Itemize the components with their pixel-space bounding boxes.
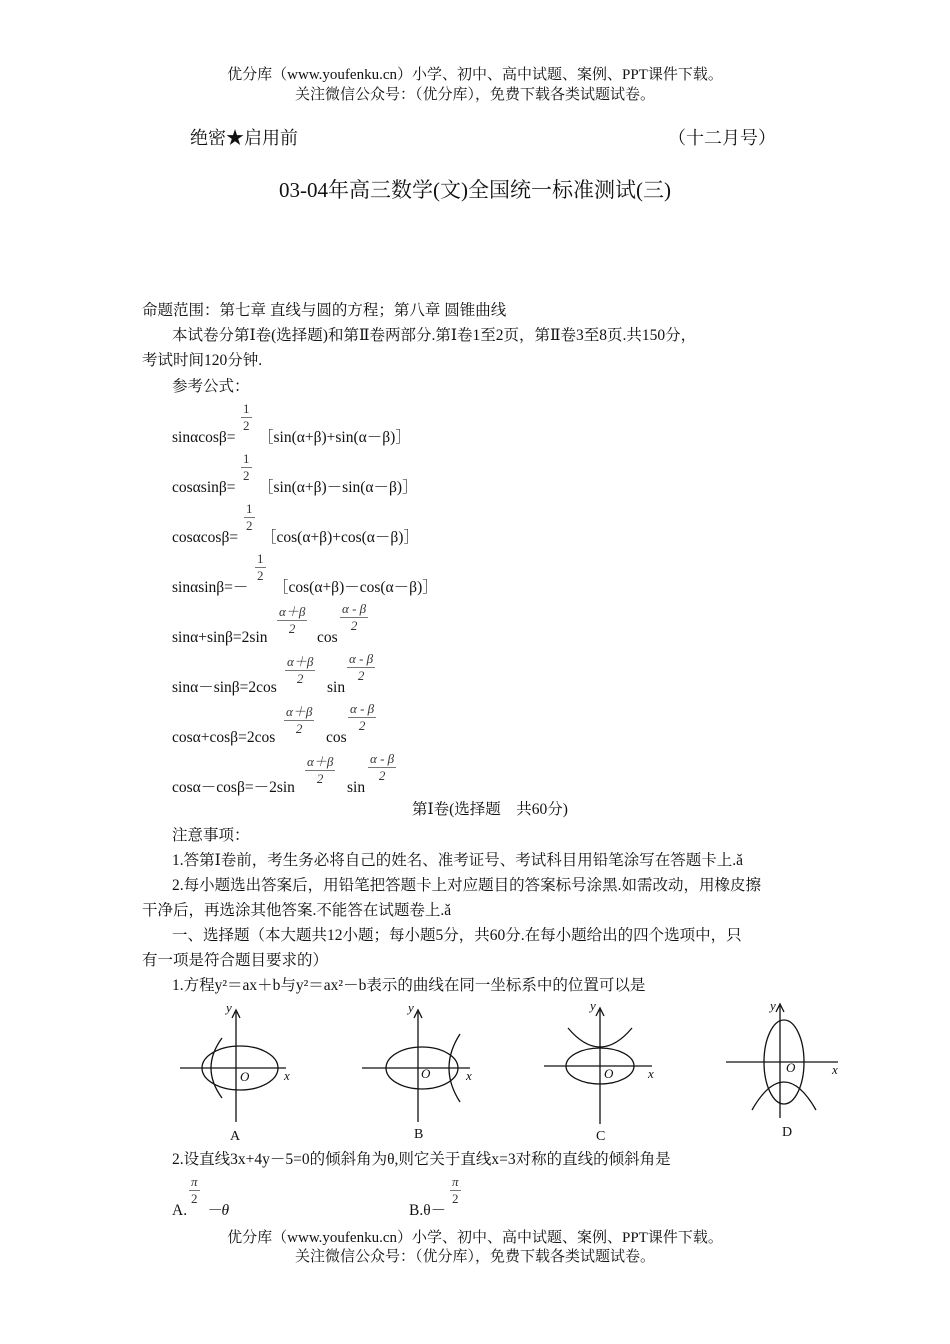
footer-line-1: 优分库（www.youfenku.cn）小学、初中、高中试题、案例、PPT课件下载。 [227, 1230, 723, 1246]
graph-a-origin: O [240, 1069, 250, 1084]
header-line-1: 优分库（www.youfenku.cn）小学、初中、高中试题、案例、PPT课件下载。 [227, 67, 723, 83]
graph-a [180, 1010, 286, 1122]
month-label: （十二月号） [668, 128, 776, 148]
intro-line-2: 考试时间120分钟. [142, 352, 263, 369]
graph-a-caption: A [230, 1129, 241, 1144]
fraction-pi-half: $\frac{\pi}{2}$ [191, 1174, 198, 1206]
formula-6-left: sinα－sinβ=2cos [172, 679, 277, 696]
graph-a-x-label: x [284, 1068, 290, 1083]
scope-text: 命题范围：第七章 直线与圆的方程；第八章 圆锥曲线 [142, 302, 507, 319]
reference-label: 参考公式： [172, 378, 250, 395]
formula-3-left: cosαcosβ= [172, 529, 239, 546]
graph-d-y-label: y [770, 998, 776, 1013]
graph-d-x-label: x [832, 1062, 838, 1077]
formula-1-right: ［sin(α+β)+sin(α－β)］ [258, 429, 411, 446]
graph-c [544, 1008, 652, 1124]
graph-c-x-label: x [648, 1066, 654, 1081]
graph-b-caption: B [414, 1127, 424, 1142]
fraction-sum-half: $\frac{\alpha+\beta}{2}$ [285, 651, 315, 687]
graph-d-origin: O [786, 1060, 796, 1075]
fraction-diff-half: $\frac{\alpha - \beta}{2}$ [342, 601, 367, 633]
fraction-sum-half: $\frac{\alpha+\beta}{2}$ [277, 601, 307, 637]
note-1: 1.答第Ⅰ卷前，考生务必将自己的姓名、准考证号、考试科目用铅笔涂写在答题卡上.ǎ [172, 852, 744, 869]
graph-b [362, 1010, 470, 1122]
option-b-label: B.θ－ [409, 1202, 447, 1219]
part1-title: 第Ⅰ卷(选择题 共60分) [412, 801, 568, 818]
graph-c-origin: O [604, 1066, 614, 1081]
section1-line-2: 有一项是符合题目要求的） [142, 952, 329, 969]
footer-line-2: 关注微信公众号：（优分库），免费下载各类试题试卷。 [294, 1249, 655, 1265]
option-a-label: A. [172, 1202, 188, 1219]
graph-a-y-label: y [226, 1000, 232, 1015]
graph-d-caption: D [782, 1125, 793, 1140]
formula-8-left: cosα－cosβ=－2sin [172, 779, 295, 796]
formula-6-mid: sin [327, 679, 346, 696]
graph-b-x-label: x [466, 1068, 472, 1083]
fraction-sum-half: $\frac{\alpha+\beta}{2}$ [284, 701, 314, 737]
fraction-diff-half: $\frac{\alpha - \beta}{2}$ [349, 651, 374, 683]
formula-5-mid: cos [317, 629, 338, 646]
fraction-pi-half: $\frac{\pi}{2}$ [452, 1174, 459, 1206]
formula-4-left: sinαsinβ=－ [172, 579, 249, 596]
formula-5-left: sinα+sinβ=2sin [172, 629, 268, 646]
formula-7-mid: cos [326, 729, 347, 746]
question-2: 2.设直线3x+4y－5=0的倾斜角为θ,则它关于直线x=3对称的直线的倾斜角是 [172, 1151, 671, 1168]
question-1-graphs [170, 998, 860, 1146]
graph-b-origin: O [421, 1066, 431, 1081]
formula-2-left: cosαsinβ= [172, 479, 236, 496]
formula-3-right: ［cos(α+β)+cos(α－β)］ [261, 529, 419, 546]
graph-c-y-label: y [590, 998, 596, 1013]
section1-line-1: 一、选择题（本大题共12小题；每小题5分，共60分.在每小题给出的四个选项中，只 [172, 927, 742, 944]
note-2-line-1: 2.每小题选出答案后，用铅笔把答题卡上对应题目的答案标号涂黑.如需改动，用橡皮擦 [172, 877, 762, 894]
header-line-2: 关注微信公众号：（优分库），免费下载各类试题试卷。 [294, 87, 655, 103]
formula-2-right: ［sin(α+β)－sin(α－β)］ [258, 479, 418, 496]
secret-label: 绝密★启用前 [190, 128, 298, 148]
fraction-sum-half: $\frac{\alpha+\beta}{2}$ [305, 751, 335, 787]
formula-8-mid: sin [347, 779, 366, 796]
formula-7-left: cosα+cosβ=2cos [172, 729, 276, 746]
graph-c-caption: C [596, 1129, 606, 1144]
fraction-half: $\frac{1}{2}$ [246, 501, 253, 533]
intro-line-1: 本试卷分第Ⅰ卷(选择题)和第Ⅱ卷两部分.第Ⅰ卷1至2页，第Ⅱ卷3至8页.共150分， [172, 327, 697, 344]
option-a-text: －θ [206, 1202, 230, 1219]
fraction-half: $\frac{1}{2}$ [257, 551, 264, 583]
fraction-diff-half: $\frac{\alpha - \beta}{2}$ [370, 751, 395, 783]
page-title: 03-04年高三数学(文)全国统一标准测试(三) [279, 178, 671, 202]
notes-label: 注意事项： [172, 827, 250, 844]
fraction-diff-half: $\frac{\alpha - \beta}{2}$ [350, 701, 375, 733]
fraction-half: $\frac{1}{2}$ [243, 451, 250, 483]
graph-b-y-label: y [408, 1000, 414, 1015]
formula-4-right: ［cos(α+β)－cos(α－β)］ [273, 579, 438, 596]
question-1: 1.方程y²＝ax＋b与y²＝ax²－b表示的曲线在同一坐标系中的位置可以是 [172, 977, 646, 994]
note-2-line-2: 干净后，再选涂其他答案.不能答在试题卷上.ǎ [142, 902, 452, 919]
graph-d [726, 1004, 838, 1118]
formula-1-left: sinαcosβ= [172, 429, 236, 446]
fraction-half: $\frac{1}{2}$ [243, 401, 250, 433]
